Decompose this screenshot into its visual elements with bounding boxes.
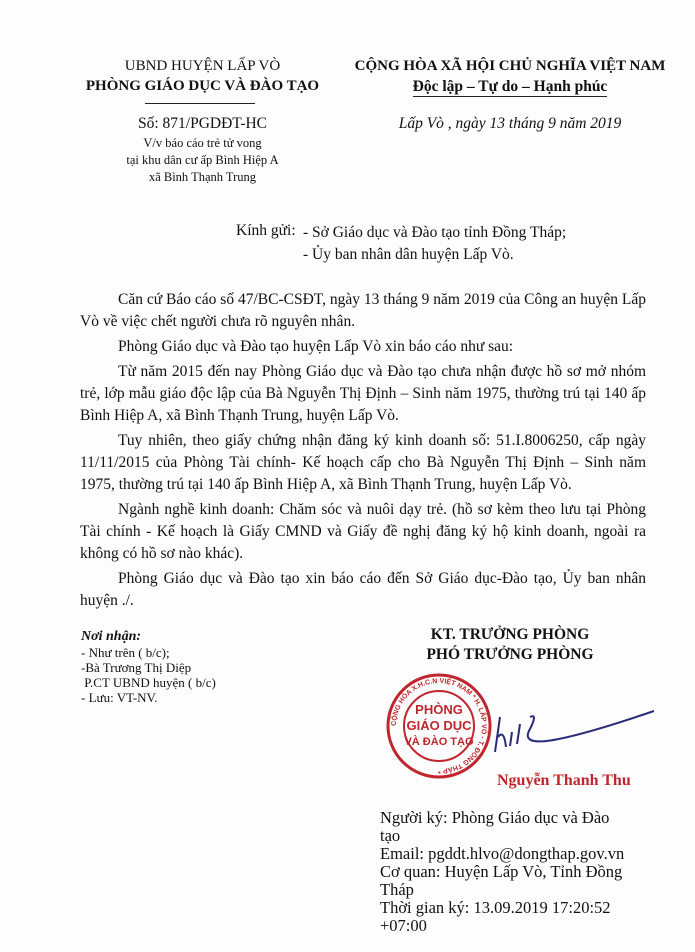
handwritten-signature [490, 702, 660, 762]
signature-line: Tháp [380, 880, 414, 899]
recipient-item: - Ủy ban nhân dân huyện Lấp Vò. [303, 246, 514, 263]
closing-section [0, 622, 695, 952]
recipient-list [303, 222, 566, 266]
distribution-item: - Như trên ( b/c); [81, 645, 170, 660]
stamp-text: VÀ ĐÀO TẠO [404, 736, 474, 748]
signature-line: Thời gian ký: 13.09.2019 17:20:52 [380, 898, 611, 917]
distribution-list [81, 628, 216, 705]
agency-name: UBND HUYỆN LẤP VÒ [124, 58, 281, 74]
stamp-text: GIÁO DỤC [406, 718, 472, 733]
signature-line: tạo [380, 826, 401, 845]
subject-line: V/v báo cáo trẻ tử vong [143, 136, 262, 150]
paragraph: Phòng Giáo dục và Đào tạo huyện Lấp Vò xin báo cáo như sau: [118, 338, 514, 355]
recipient-label: Kính gửi: [236, 222, 296, 239]
signer-title: KT. TRƯỞNG PHÒNG [430, 626, 590, 643]
official-stamp [385, 672, 493, 780]
paragraph: Phòng Giáo dục và Đào tạo xin báo cáo đến Sở Giáo dục-Đào tạo, Ủy ban nhân huyện ./. [80, 570, 646, 609]
paragraph: Ngành nghề kinh doanh: Chăm sóc và nuôi dạy trẻ. (hồ sơ kèm theo lưu tại Phòng Tài chính - Kế hoạch là Giấy CMND và Giấy đề nghị đăng ký hộ kinh doanh, ngoài ra không có hồ sơ nào khác). [80, 501, 646, 562]
subject-line: tại khu dân cư ấp Bình Hiệp A [126, 153, 279, 167]
office-name: PHÒNG GIÁO DỤC VÀ ĐÀO TẠO [85, 78, 320, 94]
signature-line: Cơ quan: Huyện Lấp Vò, Tỉnh Đồng [380, 862, 623, 881]
motto [340, 78, 680, 96]
distribution-item: - Lưu: VT-NV. [81, 690, 158, 705]
document-number: Số: 871/PGDĐT-HC [137, 115, 268, 132]
paragraph: Căn cứ Báo cáo số 47/BC-CSĐT, ngày 13 tháng 9 năm 2019 của Công an huyện Lấp Vò về việc chết người chưa rõ nguyên nhân. [80, 291, 646, 330]
paragraph: Tuy nhiên, theo giấy chứng nhận đăng ký kinh doanh số: 51.I.8006250, cấp ngày 11/11/2015 của Phòng Tài chính- Kế hoạch cấp cho Bà Nguyễn Thị Định – Sinh năm 1975, thường trú tại 140 ấp Bình Hiệp A, xã Bình Thạnh Trung, huyện Lấp Vò. [80, 432, 646, 493]
signature-line: Người ký: Phòng Giáo dục và Đào [380, 808, 610, 827]
svg-text:CỘNG HÒA X.H.C.N VIỆT NAM * H.: CỘNG HÒA X.H.C.N VIỆT NAM * H. LẤP VÒ - T. ĐỒNG THÁP * [390, 677, 488, 775]
digital-signature-info [380, 809, 690, 935]
distribution-label: Nơi nhận: [81, 629, 142, 644]
date-place: Lấp Vò , ngày 13 tháng 9 năm 2019 [398, 115, 622, 132]
distribution-item: -Bà Trương Thị Diệp [81, 660, 192, 675]
signer-subtitle: PHÓ TRƯỞNG PHÒNG [426, 646, 594, 663]
paragraph: Từ năm 2015 đến nay Phòng Giáo dục và Đào tạo chưa nhận được hồ sơ mở nhóm trẻ, lớp mẫu giáo độc lập của Bà Nguyễn Thị Định – Sinh năm 1975, thường trú tại 140 ấp Bình Hiệp A, xã Bình Thạnh Trung, huyện Lấp Vò. [80, 363, 646, 424]
distribution-item: P.CT UBND huyện ( b/c) [81, 675, 216, 690]
motto-text: Độc lập – Tự do – Hạnh phúc [412, 78, 608, 95]
stamp-text: PHÒNG [415, 702, 463, 717]
divider [145, 103, 255, 104]
subject [55, 135, 350, 186]
nation-title: CỘNG HÒA XÃ HỘI CHỦ NGHĨA VIỆT NAM [354, 58, 666, 74]
signature-line: Email: pgddt.hlvo@dongthap.gov.vn [380, 844, 625, 863]
recipient-item: - Sở Giáo dục và Đào tạo tỉnh Đồng Tháp; [303, 224, 567, 241]
signature-line: +07:00 [380, 916, 427, 935]
signer-name: Nguyễn Thanh Thu [497, 772, 631, 789]
subject-line: xã Bình Thạnh Trung [148, 170, 257, 184]
